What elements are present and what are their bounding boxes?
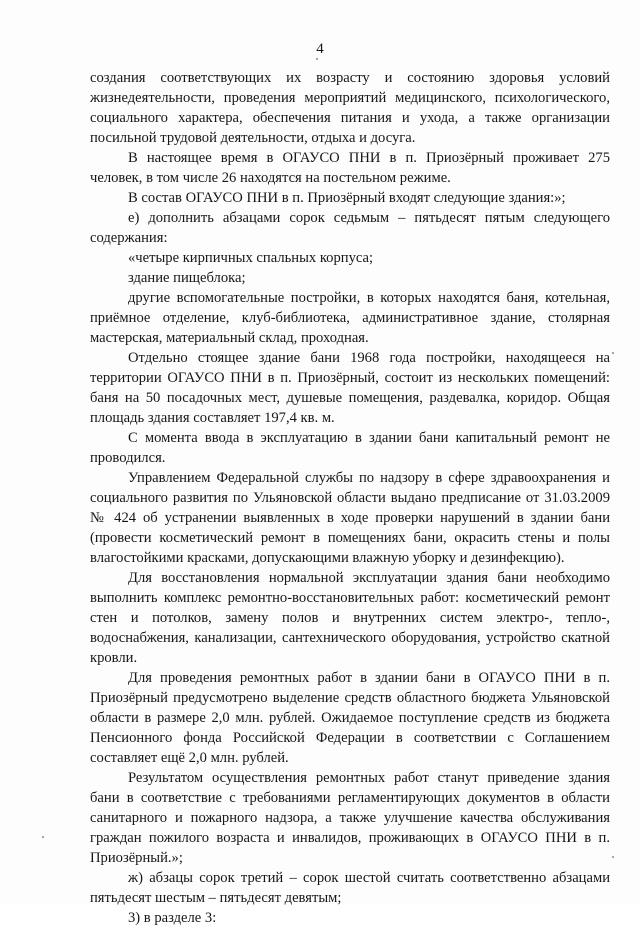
paragraph-result: Результатом осуществления ремонтных работ станут приведение здания бани в соответствие с требованиями регламентирующих документов в области санитарного и пожарного надзора, а также улучшение качества обслуживания граждан пожилого возраста и инвалидов, проживающих в ОГАУСО ПНИ в п. Приозёрный.»; [90, 770, 610, 866]
scan-speck [612, 856, 614, 858]
paragraph-buildings-intro: В состав ОГАУСО ПНИ в п. Приозёрный входят следующие здания:»; [128, 190, 566, 206]
paragraph-no-repair: С момента ввода в эксплуатацию в здании бани капитальный ремонт не проводился. [90, 430, 610, 466]
page-number: 4 [316, 41, 324, 57]
paragraph-repair-works: Для восстановления нормальной эксплуатации здания бани необходимо выполнить комплекс ремонтно-восстановительных работ: косметический ремонт стен и потолков, замену полов и внутренних систем электро-, тепло-, водоснабжения, канализации, сантехнического оборудования, устройство скатной кровли. [90, 570, 610, 666]
paragraph-section-3: 3) в разделе 3: [128, 910, 217, 926]
paragraph-amendment-e: е) дополнить абзацами сорок седьмым – пятьдесят пятым следующего содержания: [90, 210, 610, 246]
paragraph-funding: Для проведения ремонтных работ в здании бани в ОГАУСО ПНИ в п. Приозёрный предусмотрено выделение средств областного бюджета Ульяновской области в размере 2,0 млн. рублей. Ожидаемое поступление средств из бюджета Пенсионного фонда Российской Федерации в соответствии с Соглашением составляет ещё 2,0 млн. рублей. [90, 670, 610, 766]
document-body [90, 68, 610, 928]
scan-speck [42, 836, 44, 838]
paragraph-bathhouse-description: Отдельно стоящее здание бани 1968 года постройки, находящееся на территории ОГАУСО ПНИ в п. Приозёрный, состоит из нескольких помещений: баня на 50 посадочных мест, душевые помещения, раздевалка, коридор. Общая площадь здания составляет 197,4 кв. м. [90, 350, 610, 426]
paragraph-amendment-zh: ж) абзацы сорок третий – сорок шестой считать соответственно абзацами пятьдесят шестым – пятьдесят девятым; [90, 870, 610, 906]
paragraph-brick-buildings: «четыре кирпичных спальных корпуса; [128, 250, 374, 266]
paragraph-inspection-order: Управлением Федеральной службы по надзору в сфере здравоохранения и социального развития по Ульяновской области выдано предписание от 31.03.2009 № 424 об устранении выявленных в ходе проверки нарушений в здании бани (провести косметический ремонт в помещениях бани, окрасить стены и полы влагостойкими красками, допускающими влажную уборку и дезинфекцию). [90, 470, 610, 566]
paragraph-continuation: создания соответствующих их возрасту и состоянию здоровья условий жизнедеятельности, проведения мероприятий медицинского, психологического, социального характера, обеспечения питания и ухода, а также организации посильной трудовой деятельности, отдыха и досуга. [90, 70, 610, 146]
scan-speck [612, 352, 614, 354]
paragraph-auxiliary-buildings: другие вспомогательные постройки, в которых находятся баня, котельная, приёмное отделение, клуб-библиотека, административное здание, столярная мастерская, материальный склад, проходная. [90, 290, 610, 346]
scan-speck [316, 58, 318, 60]
paragraph-residents: В настоящее время в ОГАУСО ПНИ в п. Приозёрный проживает 275 человек, в том числе 26 находятся на постельном режиме. [90, 150, 610, 186]
paragraph-kitchen-building: здание пищеблока; [128, 270, 246, 286]
